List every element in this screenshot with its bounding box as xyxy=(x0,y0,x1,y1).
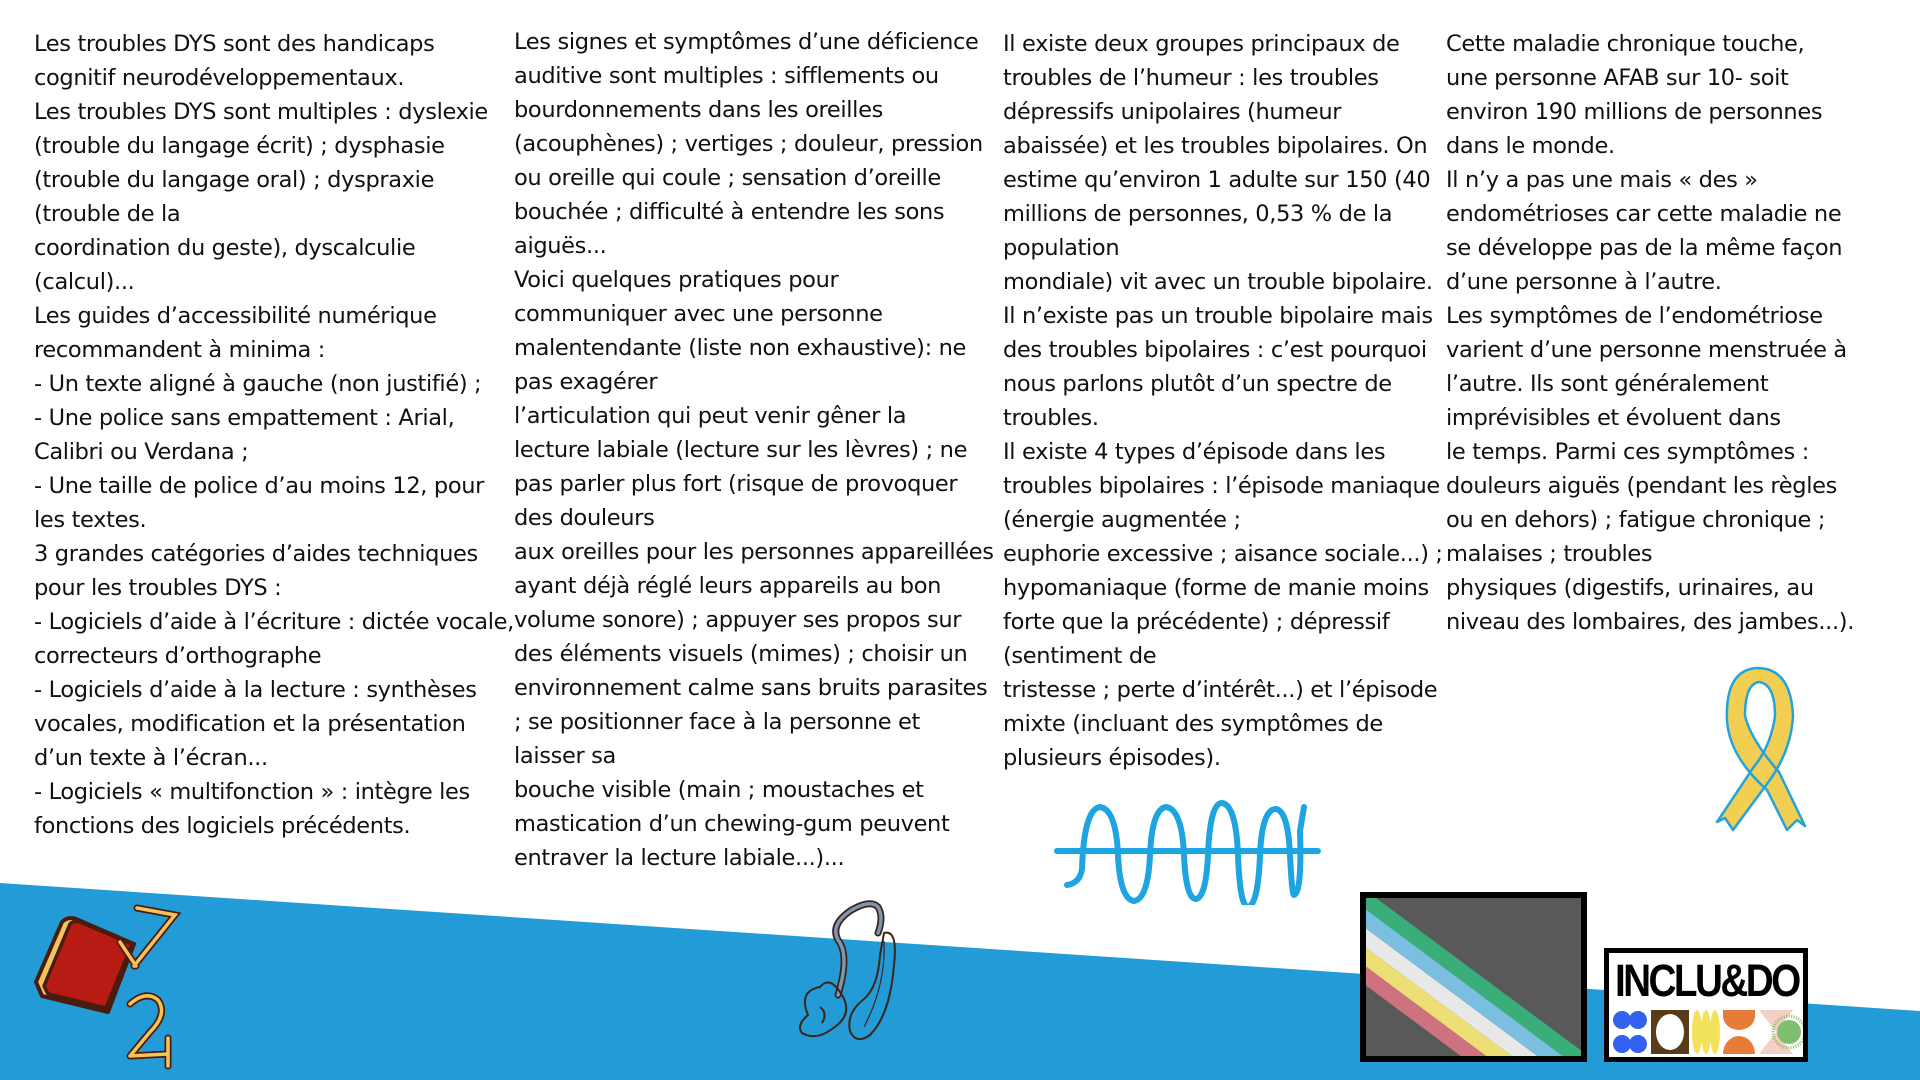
text-line: hypomaniaque (forme de manie moins xyxy=(1003,575,1429,601)
text-line: auditive sont multiples : sifflements ou xyxy=(514,63,939,89)
text-line: cognitif neurodéveloppementaux. xyxy=(34,65,405,91)
text-line: coordination du geste), dyscalculie xyxy=(34,235,416,261)
text-line: bouchée ; difficulté à entendre les sons xyxy=(514,199,945,225)
brown-square-circle-shape xyxy=(1651,1010,1689,1054)
text-line: mastication d’un chewing-gum peuvent xyxy=(514,811,950,837)
text-line: le temps. Parmi ces symptômes : xyxy=(1446,439,1809,465)
text-line: l’articulation qui peut venir gêner la xyxy=(514,403,907,429)
text-line: millions de personnes, 0,53 % de la xyxy=(1003,201,1393,227)
text-line: Les symptômes de l’endométriose xyxy=(1446,303,1823,329)
text-line: plusieurs épisodes). xyxy=(1003,745,1221,771)
text-line: - Logiciels d’aide à l’écriture : dictée vocale, xyxy=(34,609,514,635)
text-line: estime qu’environ 1 adulte sur 150 (40 xyxy=(1003,167,1431,193)
text-line: des troubles bipolaires : c’est pourquoi xyxy=(1003,337,1427,363)
text-line: environnement calme sans bruits parasites xyxy=(514,675,988,701)
sound-wave-icon xyxy=(1052,795,1322,905)
text-line: malaises ; troubles xyxy=(1446,541,1653,567)
text-line: volume sonore) ; appuyer ses propos sur xyxy=(514,607,962,633)
text-line: d’un texte à l’écran... xyxy=(34,745,268,771)
text-line: fonctions des logiciels précédents. xyxy=(34,813,411,839)
text-line: (trouble de la xyxy=(34,201,181,227)
text-line: des éléments visuels (mimes) ; choisir un xyxy=(514,641,968,667)
text-line: une personne AFAB sur 10- soit xyxy=(1446,65,1789,91)
text-line: (énergie augmentée ; xyxy=(1003,507,1241,533)
text-line: - Un texte aligné à gauche (non justifié) ; xyxy=(34,371,482,397)
text-line: 3 grandes catégories d’aides techniques xyxy=(34,541,478,567)
text-line: dépressifs unipolaires (humeur xyxy=(1003,99,1342,125)
text-line: Il existe 4 types d’épisode dans les xyxy=(1003,439,1386,465)
text-line: Cette maladie chronique touche, xyxy=(1446,31,1805,57)
text-line: bouche visible (main ; moustaches et xyxy=(514,777,924,803)
text-line: se développe pas de la même façon xyxy=(1446,235,1843,261)
text-line: des douleurs xyxy=(514,505,655,531)
text-line: varient d’une personne menstruée à xyxy=(1446,337,1847,363)
text-line: ou en dehors) ; fatigue chronique ; xyxy=(1446,507,1826,533)
text-line: Voici quelques pratiques pour xyxy=(514,267,839,293)
text-line: bourdonnements dans les oreilles xyxy=(514,97,883,123)
text-line: entraver la lecture labiale...)... xyxy=(514,845,845,871)
text-line: ayant déjà réglé leurs appareils au bon xyxy=(514,573,942,599)
text-line: Les signes et symptômes d’une déficience xyxy=(514,29,979,55)
text-line: nous parlons plutôt d’un spectre de xyxy=(1003,371,1392,397)
text-line: vocales, modification et la présentation xyxy=(34,711,466,737)
text-line: (trouble du langage écrit) ; dysphasie xyxy=(34,133,445,159)
text-line: correcteurs d’orthographe xyxy=(34,643,322,669)
text-line: - Logiciels « multifonction » : intègre les xyxy=(34,779,470,805)
text-line: dans le monde. xyxy=(1446,133,1615,159)
text-line: (sentiment de xyxy=(1003,643,1157,669)
text-line: pas exagérer xyxy=(514,369,658,395)
blue-flower-shape xyxy=(1613,1011,1647,1053)
text-line: Il n’y a pas une mais « des » xyxy=(1446,167,1758,193)
book-icon xyxy=(36,918,134,1012)
text-line: communiquer avec une personne xyxy=(514,301,883,327)
text-line: pour les troubles DYS : xyxy=(34,575,282,601)
text-line: d’une personne à l’autre. xyxy=(1446,269,1722,295)
column-endometriosis xyxy=(1446,27,1854,639)
text-line: forte que la précédente) ; dépressif xyxy=(1003,609,1390,635)
text-line: mondiale) vit avec un trouble bipolaire. xyxy=(1003,269,1433,295)
text-line: - Logiciels d’aide à la lecture : synthèses xyxy=(34,677,477,703)
text-line: ou oreille qui coule ; sensation d’oreille xyxy=(514,165,941,191)
text-line: Calibri ou Verdana ; xyxy=(34,439,249,465)
text-line: niveau des lombaires, des jambes...). xyxy=(1446,609,1854,635)
disability-pride-flag xyxy=(1360,892,1587,1062)
text-line: aiguës... xyxy=(514,233,607,259)
incluando-logo xyxy=(1604,948,1808,1062)
text-line: endométrioses car cette maladie ne xyxy=(1446,201,1842,227)
orange-half-circles-shape xyxy=(1723,1010,1755,1054)
text-line: aux oreilles pour les personnes appareillées xyxy=(514,539,994,565)
text-line: (calcul)... xyxy=(34,269,135,295)
text-line: pas parler plus fort (risque de provoquer xyxy=(514,471,958,497)
hearing-aid-icon xyxy=(780,895,920,1050)
logo-shapes xyxy=(1613,1008,1803,1056)
text-line: (trouble du langage oral) ; dyspraxie xyxy=(34,167,435,193)
logo-text: INCLU&DO xyxy=(1615,955,1799,1006)
text-line: malentendante (liste non exhaustive): ne xyxy=(514,335,967,361)
text-line: - Une taille de police d’au moins 12, pour xyxy=(34,473,485,499)
text-line: euphorie excessive ; aisance sociale...) ; xyxy=(1003,541,1443,567)
text-line: l’autre. Ils sont généralement xyxy=(1446,371,1769,397)
text-line: troubles bipolaires : l’épisode maniaque xyxy=(1003,473,1440,499)
book-with-numbers-icon xyxy=(22,900,182,1070)
yellow-ovals-shape xyxy=(1692,1010,1720,1054)
column-dys-disorders xyxy=(34,27,514,843)
text-line: les textes. xyxy=(34,507,147,533)
text-line: - Une police sans empattement : Arial, xyxy=(34,405,455,431)
text-line: recommandent à minima : xyxy=(34,337,325,363)
text-line: ; se positionner face à la personne et xyxy=(514,709,921,735)
text-line: environ 190 millions de personnes xyxy=(1446,99,1823,125)
awareness-ribbon-icon xyxy=(1705,660,1815,840)
text-line: tristesse ; perte d’intérêt...) et l’épisode xyxy=(1003,677,1438,703)
column-bipolar-disorders xyxy=(1003,27,1443,775)
text-line: troubles de l’humeur : les troubles xyxy=(1003,65,1379,91)
column-hearing-impairment xyxy=(514,25,994,875)
text-line: imprévisibles et évoluent dans xyxy=(1446,405,1781,431)
text-line: troubles. xyxy=(1003,405,1099,431)
text-line: Il existe deux groupes principaux de xyxy=(1003,31,1400,57)
text-line: abaissée) et les troubles bipolaires. On xyxy=(1003,133,1428,159)
text-line: physiques (digestifs, urinaires, au xyxy=(1446,575,1814,601)
text-line: Il n’existe pas un trouble bipolaire mais xyxy=(1003,303,1433,329)
text-line: Les troubles DYS sont multiples : dyslexie xyxy=(34,99,488,125)
text-line: douleurs aiguës (pendant les règles xyxy=(1446,473,1837,499)
text-line: laisser sa xyxy=(514,743,616,769)
text-line: Les guides d’accessibilité numérique xyxy=(34,303,437,329)
text-line: (acouphènes) ; vertiges ; douleur, pression xyxy=(514,131,983,157)
text-line: population xyxy=(1003,235,1120,261)
text-line: mixte (incluant des symptômes de xyxy=(1003,711,1383,737)
text-line: Les troubles DYS sont des handicaps xyxy=(34,31,435,57)
text-line: lecture labiale (lecture sur les lèvres) ; ne xyxy=(514,437,968,463)
